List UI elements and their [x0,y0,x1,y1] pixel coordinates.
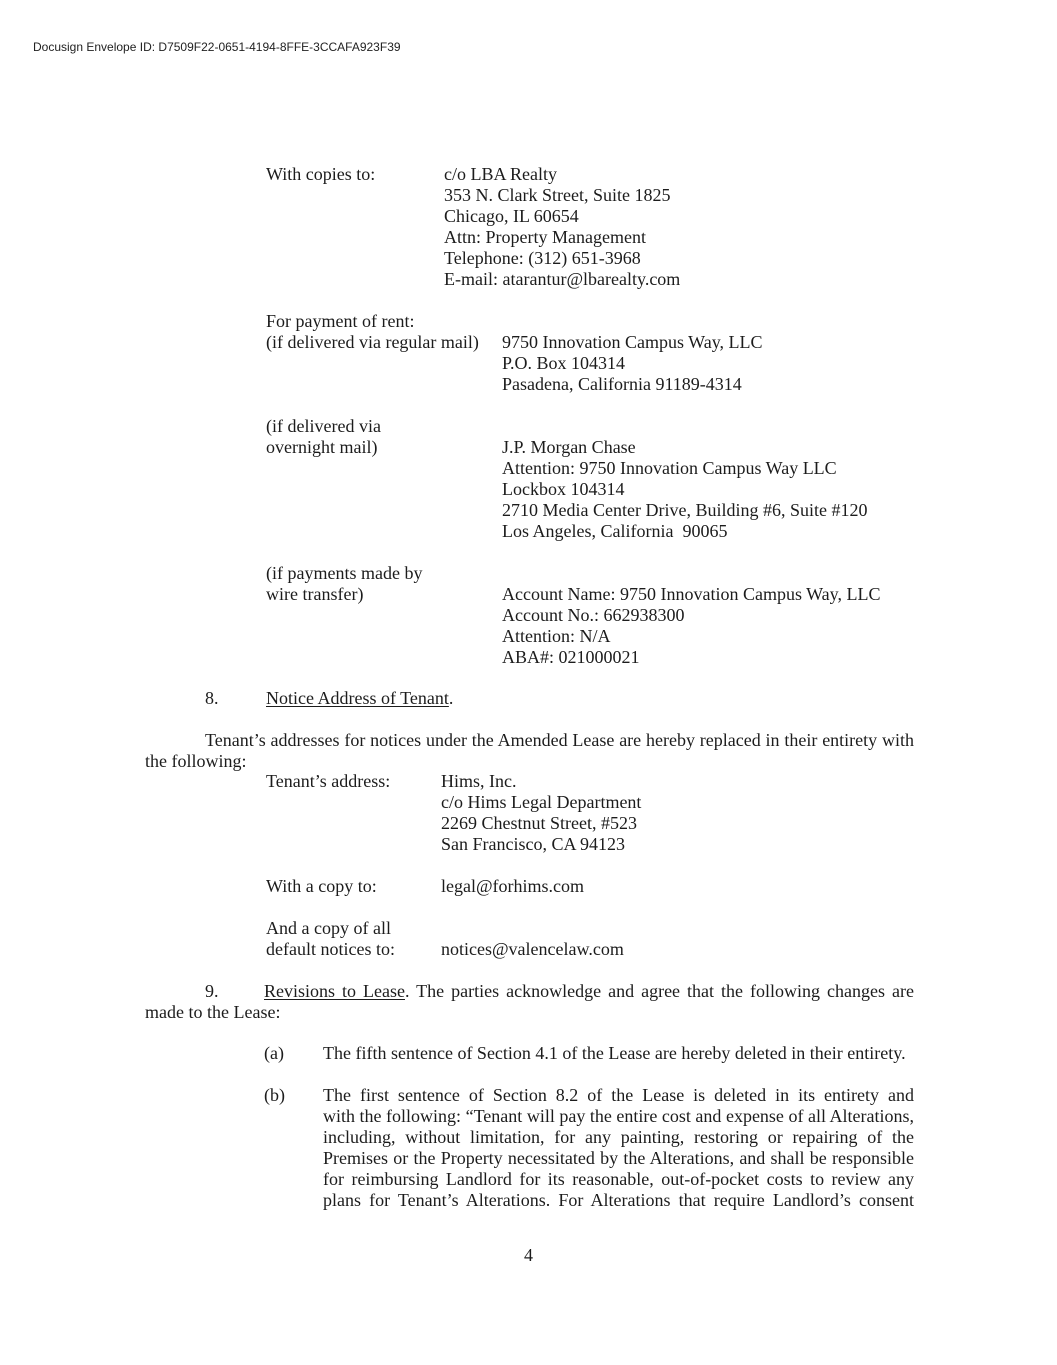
copies-label: With copies to: [266,164,376,184]
tenant-address-label: Tenant’s address: [266,771,391,791]
copy-email-block [441,876,584,897]
copy-label: With a copy to: [266,876,377,896]
tenant-address [441,771,641,855]
paragraph-line: the following: [145,751,247,771]
section-8-intro-line-2 [145,751,247,772]
label-line: default notices to: [266,939,395,959]
address-line: 2710 Media Center Drive, Building #6, Suite #120 [502,500,868,520]
address-line: Telephone: (312) 651-3968 [444,248,641,268]
paragraph-line: The fifth sentence of Section 4.1 of the Lease are hereby deleted in their entirety. [323,1043,906,1063]
paragraph-line: plans for Tenant’s Alterations. For Alterations that require Landlord’s consent [323,1190,914,1210]
paragraph-line: for reimbursing Landlord for its reasonable, out-of-pocket costs to review any [323,1169,914,1189]
address-line: Attn: Property Management [444,227,646,247]
rent-label-block [266,311,479,353]
section-8-heading-text: Notice Address of Tenant [266,688,449,708]
page-number: 4 [524,1245,533,1265]
address-line: c/o LBA Realty [444,164,557,184]
account-line: Account No.: 662938300 [502,605,685,625]
address-line: 353 N. Clark Street, Suite 1825 [444,185,671,205]
item-b-text [323,1085,914,1211]
paragraph-line: made to the Lease: [145,1002,281,1022]
section-8-heading-period: . [448,688,454,708]
paragraph-line: with the following: “Tenant will pay the entire cost and expense of all Alterations, [323,1106,914,1126]
item-a-text [323,1043,906,1064]
label-line: (if payments made by [266,563,423,583]
label-line: And a copy of all [266,918,391,938]
section-9-first-line-text: . The parties acknowledge and agree that the following changes are [404,981,914,1001]
item-marker: (b) [264,1085,285,1105]
address-line: E-mail: atarantur@lbarealty.com [444,269,681,289]
section-9-number: 9. [205,981,219,1001]
section-8-intro-line-1 [205,730,914,751]
label-line: wire transfer) [266,584,364,604]
regular-mail-label: (if delivered via regular mail) [266,332,479,352]
section-8-number: 8. [205,688,219,708]
account-line: ABA#: 021000021 [502,647,640,667]
tenant-address-label-block [266,771,390,792]
label-line: overnight mail) [266,437,378,457]
address-line: 9750 Innovation Campus Way, LLC [502,332,763,352]
address-line: Chicago, IL 60654 [444,206,579,226]
docusign-envelope-id: Docusign Envelope ID: D7509F22-0651-4194-8FFE-3CCAFA923F39 [33,40,401,54]
rent-label: For payment of rent: [266,311,415,331]
default-notices-email: notices@valencelaw.com [441,939,624,959]
address-line: Lockbox 104314 [502,479,625,499]
address-line: c/o Hims Legal Department [441,792,642,812]
wire-transfer-label [266,563,422,605]
section-8-heading [266,688,453,709]
paragraph-line: Premises or the Property necessitated by the Alterations, and shall be responsible [323,1148,914,1168]
overnight-mail-address [502,437,867,542]
label-line: (if delivered via [266,416,381,436]
paragraph-line: including, without limitation, for any painting, restoring or repairing of the [323,1127,914,1147]
paragraph-line: Tenant’s addresses for notices under the Amended Lease are hereby replaced in their entirety with [205,730,914,750]
copy-email: legal@forhims.com [441,876,585,896]
section-9-first-line [264,981,914,1002]
address-line: Attention: 9750 Innovation Campus Way LLC [502,458,837,478]
copy-label-block [266,876,377,897]
item-a-marker-block [264,1043,284,1064]
address-line: 2269 Chestnut Street, #523 [441,813,637,833]
default-notices-email-block [441,939,624,960]
section-9-number-block [205,981,219,1002]
section-9-second-line [145,1002,280,1023]
address-line: San Francisco, CA 94123 [441,834,625,854]
address-line: Hims, Inc. [441,771,517,791]
overnight-mail-label [266,416,381,458]
default-notices-label [266,918,395,960]
address-line: J.P. Morgan Chase [502,437,636,457]
copies-address [444,164,680,290]
copies-label-block [266,164,375,185]
section-9-heading: Revisions to Lease [264,981,405,1001]
wire-transfer-details [502,584,880,668]
item-b-marker-block [264,1085,285,1106]
address-line: P.O. Box 104314 [502,353,626,373]
regular-mail-address [502,332,763,395]
account-line: Attention: N/A [502,626,611,646]
address-line: Los Angeles, California 90065 [502,521,728,541]
address-line: Pasadena, California 91189-4314 [502,374,742,394]
item-marker: (a) [264,1043,284,1063]
paragraph-line: The first sentence of Section 8.2 of the Lease is deleted in its entirety and [323,1085,914,1105]
account-line: Account Name: 9750 Innovation Campus Way, LLC [502,584,881,604]
section-8-number-block [205,688,219,709]
